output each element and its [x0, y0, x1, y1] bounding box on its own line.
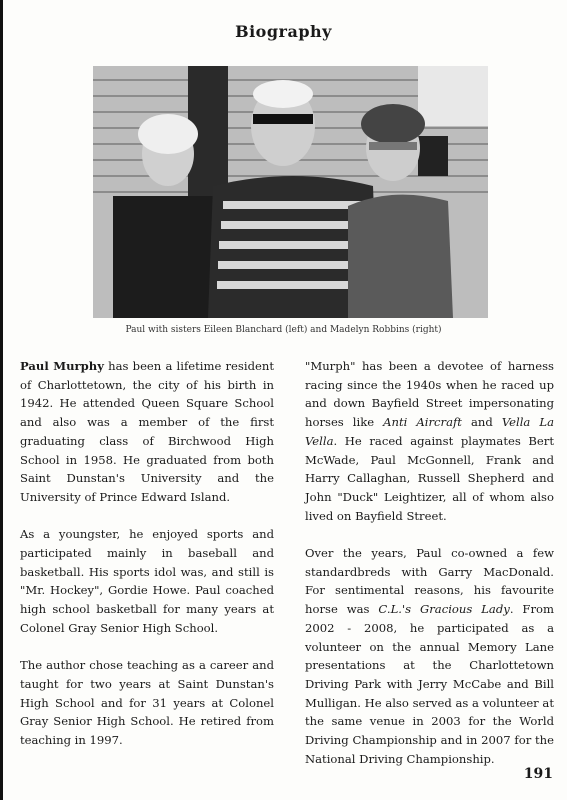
- paragraph-text: . He raced against playmates Bert McWade, Paul McGonnell, Frank and Harry Callaghan, Russell Shepherd and John "Duck" Leightizer, all of whom also lived on Bayfield Street.: [305, 433, 554, 523]
- horse-name: C.L.'s Gracious Lady: [378, 602, 510, 617]
- paragraph: [20, 357, 274, 507]
- horse-name: Anti Aircraft: [383, 415, 462, 430]
- paragraph-text: has been a lifetime resident of Charlottetown, the city of his birth in 1942. He attended Queen Square School and also was a member of the first graduating class of Birchwood High School in 1958. He graduated from both Saint Dunstan's University and the University of Prince Edward Island.: [20, 359, 274, 504]
- page-edge: [0, 0, 3, 800]
- page-number: 191: [523, 766, 553, 782]
- subject-name: Paul Murphy: [20, 359, 104, 373]
- paragraph-text: Over the years, Paul co-owned a few standardbreds with Garry MacDonald. For sentimental reasons, his favourite horse was: [305, 546, 554, 617]
- paragraph-text: and: [461, 415, 502, 430]
- paragraph: The author chose teaching as a career and taught for two years at Saint Dunstan's High School and for 31 years at Colonel Gray Senior High School. He retired from teaching in 1997.: [20, 658, 274, 748]
- left-column: [20, 357, 274, 768]
- paragraph-text: "Murph" has been a devotee of harness racing since the 1940s when he raced up and down Bayfield Street impersonating horses like: [305, 359, 554, 430]
- page-title: Biography: [235, 22, 332, 41]
- paragraph: As a youngster, he enjoyed sports and participated mainly in baseball and basketball. His sports idol was, and still is "Mr. Hockey", Gordie Howe. Paul coached high school basketball for many years at Colonel Gray Senior High School.: [20, 527, 274, 635]
- photo: [93, 66, 488, 318]
- photo-caption: Paul with sisters Eileen Blanchard (left) and Madelyn Robbins (right): [125, 325, 442, 335]
- horse-name: Vella La Vella: [305, 415, 554, 448]
- paragraph-text: . From 2002 - 2008, he participated as a volunteer on the annual Memory Lane presentations at the Charlottetown Driving Park with Jerry McCabe and Bill Mulligan. He also served as a volunteer at the same venue in 2003 for the World Driving Championship and in 2007 for the National Driving Championship.: [305, 602, 554, 766]
- right-column: [305, 357, 554, 787]
- paragraph: [305, 544, 554, 768]
- photo-three-people-icon: [93, 66, 488, 318]
- paragraph: [305, 357, 554, 525]
